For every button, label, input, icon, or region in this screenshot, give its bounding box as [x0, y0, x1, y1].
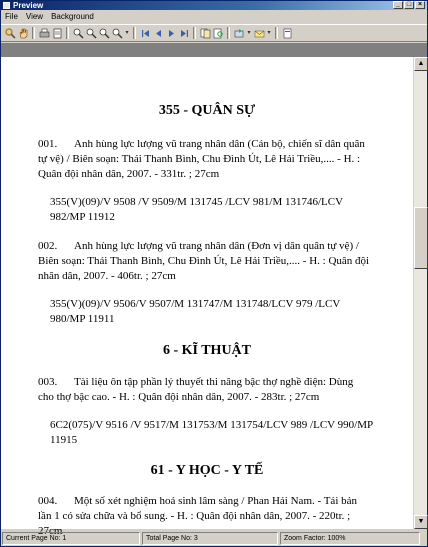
entry-text [38, 239, 370, 284]
zoom-status: Zoom Factor: 100% [280, 532, 420, 545]
scroll-thumb[interactable] [414, 207, 428, 269]
toolbar-separator [66, 27, 69, 39]
menu-bar [1, 11, 427, 23]
chevron-down-icon[interactable]: ▾ [267, 30, 271, 36]
hand-icon[interactable] [17, 27, 29, 39]
maximize-button[interactable]: □ [404, 1, 414, 9]
current-page-status: Current Page No: 1 [2, 532, 140, 545]
app-icon [3, 2, 10, 9]
close-preview-icon[interactable] [281, 27, 293, 39]
entry-text [38, 375, 370, 405]
entry-number: 002. [38, 240, 58, 252]
multi-page-icon[interactable] [199, 27, 211, 39]
first-page-icon[interactable] [139, 27, 151, 39]
menu-view[interactable]: View [25, 12, 44, 21]
toolbar [1, 24, 427, 42]
vertical-scrollbar[interactable] [413, 57, 427, 529]
status-bar [1, 531, 427, 546]
total-page-status: Total Page No: 3 [142, 532, 278, 545]
entry-body: Anh hùng lực lượng vũ trang nhân dân (Đơn vị dân quân tự vệ) / Biên soạn: Thái Thanh Bình, Chu Đình Út, Lê Hải Triều,.... - H. : Quân đội nhân dân, 2007. - 406tr. ; 27cm [38, 240, 370, 282]
toolbar-separator [133, 27, 136, 39]
close-button[interactable]: × [415, 1, 425, 9]
document-viewer[interactable] [1, 57, 427, 537]
search-icon[interactable] [4, 27, 16, 39]
entry-body: Tài liệu ôn tập phần lý thuyết thi nâng bậc thợ nghề điện: Dùng cho thợ bậc cao. - H. : Quân đội nhân dân, 2007. - 283tr. ; 27cm [38, 376, 354, 403]
entry-number: 001. [38, 138, 58, 150]
section-heading: 61 - Y HỌC - Y TẾ [150, 463, 264, 478]
toolbar-separator [32, 27, 35, 39]
chevron-down-icon[interactable]: ▾ [125, 30, 129, 36]
find-icon[interactable] [212, 27, 224, 39]
entry-body: Anh hùng lực lượng vũ trang nhân dân (Cán bộ, chiến sĩ dân quân tự vệ) / Biên soạn: Thái Thanh Bình, Chu Đình Út, Lê Hải Triều,.... - H. : Quân đội nhân dân, 2007. - 331tr. ; 27cm [38, 138, 365, 180]
scroll-down-button[interactable]: ▼ [414, 515, 428, 529]
zoom-icon[interactable] [98, 27, 110, 39]
next-page-icon[interactable] [165, 27, 177, 39]
export-icon[interactable] [233, 27, 245, 39]
report-page [1, 57, 413, 537]
print-icon[interactable] [38, 27, 50, 39]
zoom-custom-icon[interactable] [111, 27, 123, 39]
entry-number: 003. [38, 376, 58, 388]
call-number: 6C2(075)/V 9516 /V 9517/M 131753/M 131754/LCV 989 /LCV 990/MP 11915 [50, 419, 373, 446]
last-page-icon[interactable] [178, 27, 190, 39]
entry-number: 004. [38, 495, 58, 507]
prev-page-icon[interactable] [152, 27, 164, 39]
minimize-button[interactable]: _ [393, 1, 403, 9]
email-icon[interactable] [253, 27, 265, 39]
call-number: 355(V)(09)/V 9508 /V 9509/M 131745 /LCV 981/M 131746/LCV 982/MP 11912 [50, 196, 343, 223]
section-heading: 355 - QUÂN SỰ [158, 103, 256, 118]
zoom-out-icon[interactable] [85, 27, 97, 39]
page-setup-icon[interactable] [51, 27, 63, 39]
viewer-header-strip [1, 43, 427, 57]
scroll-up-button[interactable]: ▲ [414, 57, 428, 71]
menu-background[interactable]: Background [51, 12, 94, 21]
toolbar-separator [193, 27, 196, 39]
chevron-down-icon[interactable]: ▾ [247, 30, 251, 36]
window-title: Preview [13, 1, 44, 10]
entry-body: Một số xét nghiệm hoá sinh lâm sàng / Phan Hải Nam. - Tái bản lần 1 có sửa chữa và bổ sung. - H. : Quân đội nhân dân, 2007. - 220tr. ; 27cm [38, 495, 358, 537]
menu-file[interactable]: File [5, 12, 18, 21]
entry-text [38, 137, 370, 182]
title-bar [1, 1, 427, 10]
toolbar-separator [227, 27, 230, 39]
toolbar-separator [275, 27, 278, 39]
zoom-in-icon[interactable] [72, 27, 84, 39]
section-heading: 6 - KĨ THUẬT [162, 343, 252, 358]
call-number: 355(V)(09)/V 9506/V 9507/M 131747/M 131748/LCV 979 /LCV 980/MP 11911 [50, 298, 341, 325]
